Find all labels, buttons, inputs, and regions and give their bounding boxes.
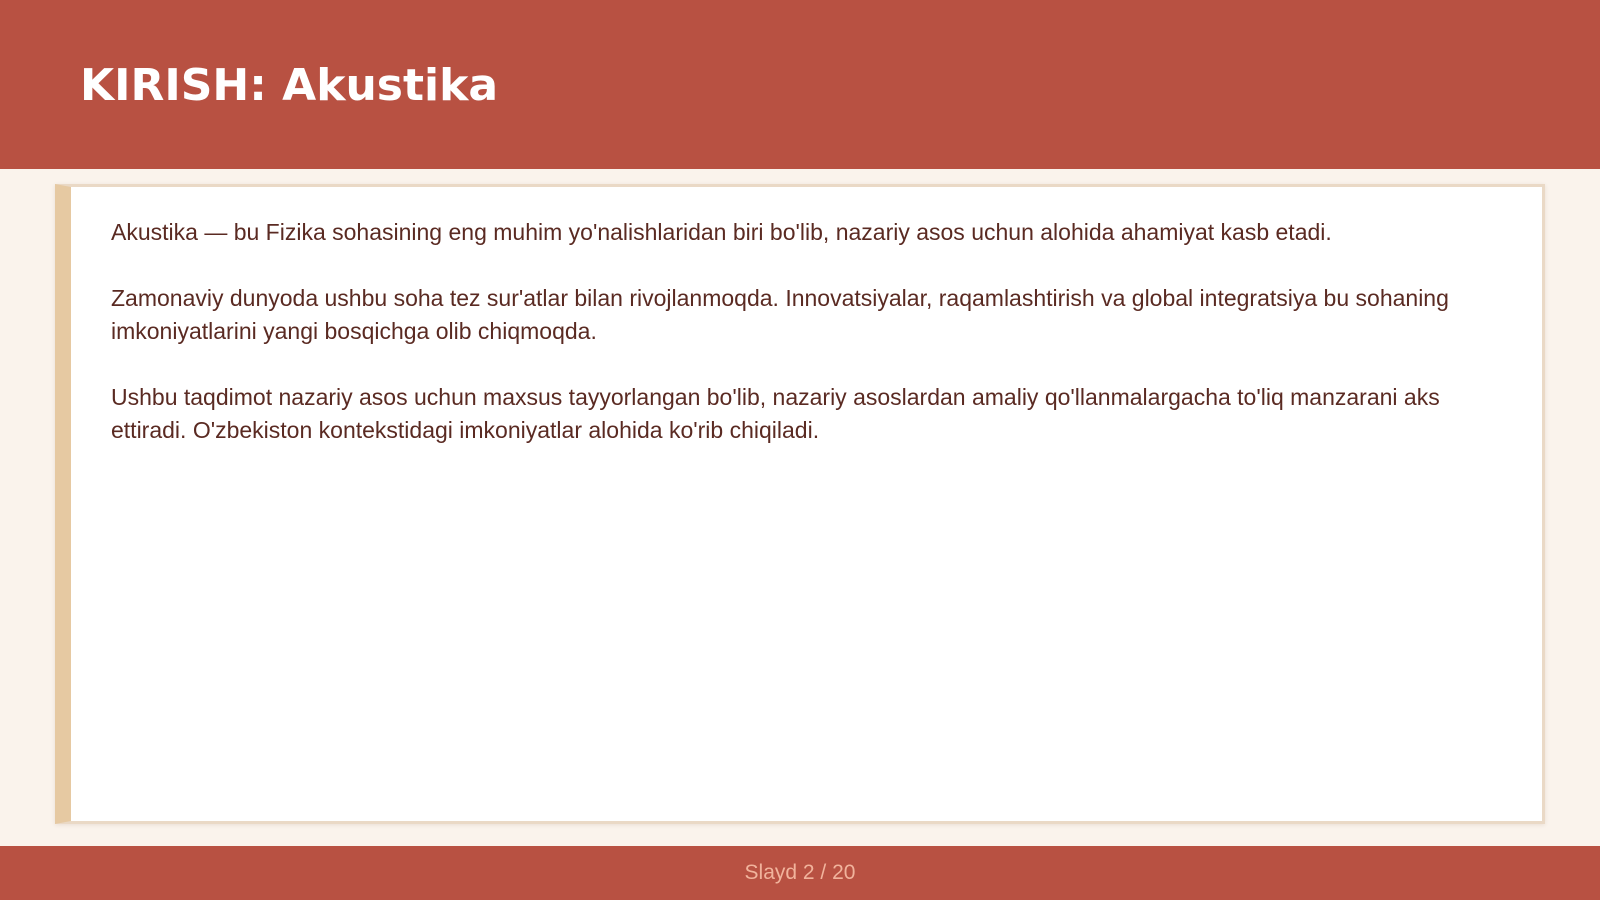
paragraph-presentation-scope: Ushbu taqdimot nazariy asos uchun maxsus tayyorlangan bo'lib, nazariy asoslardan amaliy qo'llanmalargacha to'liq manzarani aks ettiradi. O'zbekiston kontekstidagi imkoniyatlar alohida ko'rib chiqiladi. — [111, 384, 1440, 443]
paragraph-intro: Akustika — bu Fizika sohasining eng muhim yo'nalishlaridan biri bo'lib, nazariy asos uchun alohida ahamiyat kasb etadi. — [111, 219, 1332, 245]
slide-title: KIRISH: Akustika — [80, 60, 499, 111]
slide-header — [0, 0, 1600, 169]
content-card — [55, 184, 1545, 824]
slide-footer — [0, 846, 1600, 900]
body-text — [111, 216, 1506, 480]
paragraph-modern-world: Zamonaviy dunyoda ushbu soha tez sur'atlar bilan rivojlanmoqda. Innovatsiyalar, raqamlashtirish va global integratsiya bu sohaning imkoniyatlarini yangi bosqichga olib chiqmoqda. — [111, 285, 1449, 344]
slide-number: Slayd 2 / 20 — [744, 861, 856, 884]
